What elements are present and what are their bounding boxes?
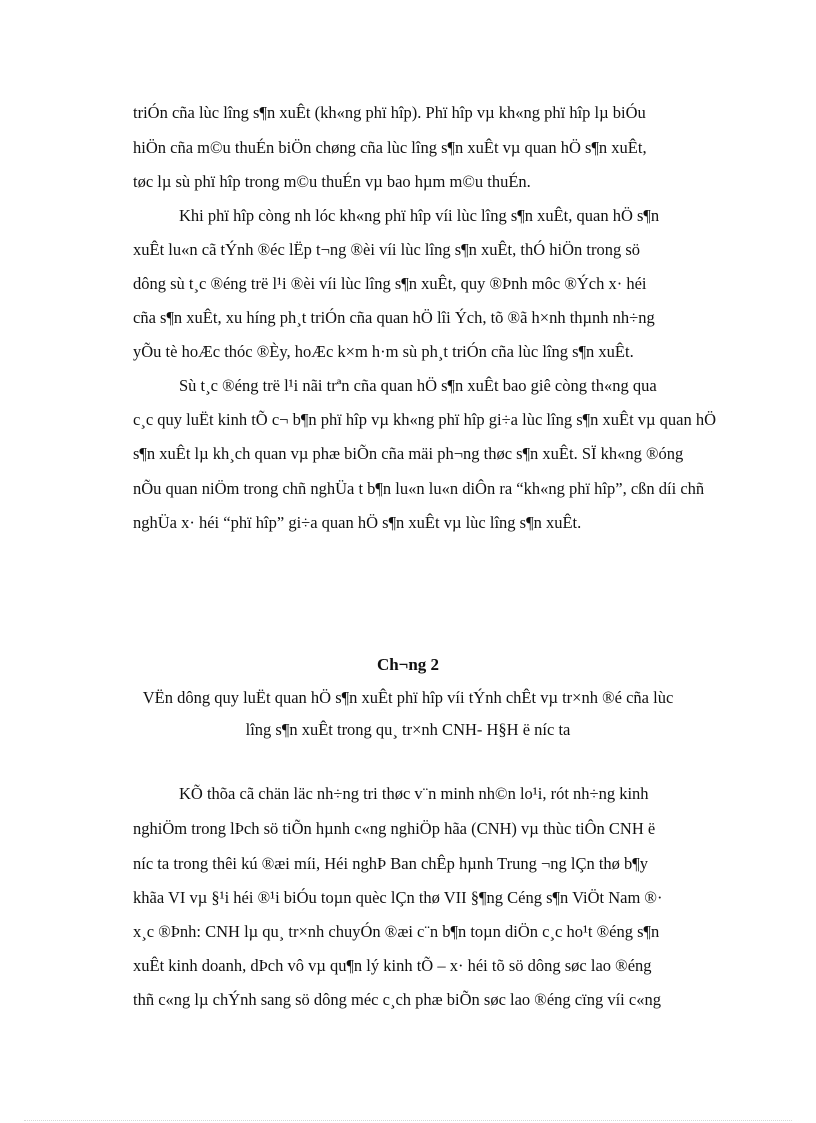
text-line: triÓn cña lùc lîng s¶n xuÊt (kh«ng phï hîp). Phï hîp vµ kh«ng phï hîp lµ biÓu [133, 103, 646, 122]
text-line: KÕ thõa cã chän läc nh÷ng tri thøc v¨n minh nh©n lo¹i, rót nh÷ng kinh [179, 784, 649, 803]
text-line: xuÊt lu«n cã tÝnh ®éc lËp t¬ng ®èi víi lùc lîng s¶n xuÊt, thÓ hiÖn trong sö [133, 240, 641, 259]
text-line: x¸c ®Þnh: CNH lµ qu¸ tr×nh chuyÓn ®æi c¨n b¶n toµn diÖn c¸c ho¹t ®éng s¶n [133, 922, 660, 941]
chapter-title: Ch¬ng 2 [376, 655, 440, 674]
text-line: nghiÖm trong lÞch sö tiÕn hµnh c«ng nghiÖp hãa (CNH) vµ thùc tiÔn CNH ë [133, 819, 656, 838]
chapter-subtitle: VËn dông quy luËt quan hÖ s¶n xuÊt phï hîp víi tÝnh chÊt vµ tr×nh ®é cña lùc [142, 688, 674, 707]
text-line: thñ c«ng lµ chÝnh sang sö dông méc c¸ch phæ biÕn søc lao ®éng cïng víi c«ng [133, 990, 661, 1009]
text-line: Khi phï hîp còng nh lóc kh«ng phï hîp víi lùc lîng s¶n xuÊt, quan hÖ s¶n [179, 206, 660, 225]
text-line: Sù t¸c ®éng trë l¹i nãi trªn cña quan hÖ s¶n xuÊt bao giê còng th«ng qua [179, 376, 657, 395]
text-line: nghÜa x· héi “phï hîp” gi÷a quan hÖ s¶n xuÊt vµ lùc lîng s¶n xuÊt. [133, 513, 582, 532]
text-line: hiÖn cña m©u thuÉn biÖn chøng cña lùc lîng s¶n xuÊt vµ quan hÖ s¶n xuÊt, [133, 138, 647, 157]
page-divider [24, 1120, 792, 1121]
text-line: xuÊt kinh doanh, dÞch vô vµ qu¶n lý kinh tÕ – x· héi tõ sö dông søc lao ®éng [133, 956, 652, 975]
chapter-subtitle: lîng s¶n xuÊt trong qu¸ tr×nh CNH- H§H ë níc ta [245, 720, 571, 739]
text-line: cña s¶n xuÊt, xu híng ph¸t triÓn cña quan hÖ lîi Ých, tõ ®ã h×nh thµnh nh÷ng [133, 308, 655, 327]
text-line: yÕu tè hoÆc thóc ®Èy, hoÆc k×m h·m sù ph¸t triÓn cña lùc lîng s¶n xuÊt. [133, 342, 634, 361]
text-line: s¶n xuÊt lµ kh¸ch quan vµ phæ biÕn cña mäi ph¬ng thøc s¶n xuÊt. SÏ kh«ng ®óng [133, 444, 684, 463]
text-line: dông sù t¸c ®éng trë l¹i ®èi víi lùc lîng s¶n xuÊt, quy ®Þnh môc ®Ých x· héi [133, 274, 647, 293]
text-line: tøc lµ sù phï hîp trong m©u thuÉn vµ bao hµm m©u thuÉn. [133, 172, 531, 191]
text-line: nÕu quan niÖm trong chñ nghÜa t b¶n lu«n lu«n diÔn ra “kh«ng phï hîp”, cßn díi chñ [133, 479, 705, 498]
text-line: c¸c quy luËt kinh tÕ c¬ b¶n phï hîp vµ kh«ng phï hîp gi÷a lùc lîng s¶n xuÊt vµ quan hÖ [133, 410, 717, 429]
text-line: níc ta trong thêi kú ®æi míi, Héi nghÞ Ban chÊp hµnh Trung ¬ng lÇn thø b¶y [133, 854, 649, 873]
text-line: khãa VI vµ §¹i héi ®¹i biÓu toµn quèc lÇn thø VII §¶ng Céng s¶n ViÖt Nam ®· [133, 888, 663, 907]
